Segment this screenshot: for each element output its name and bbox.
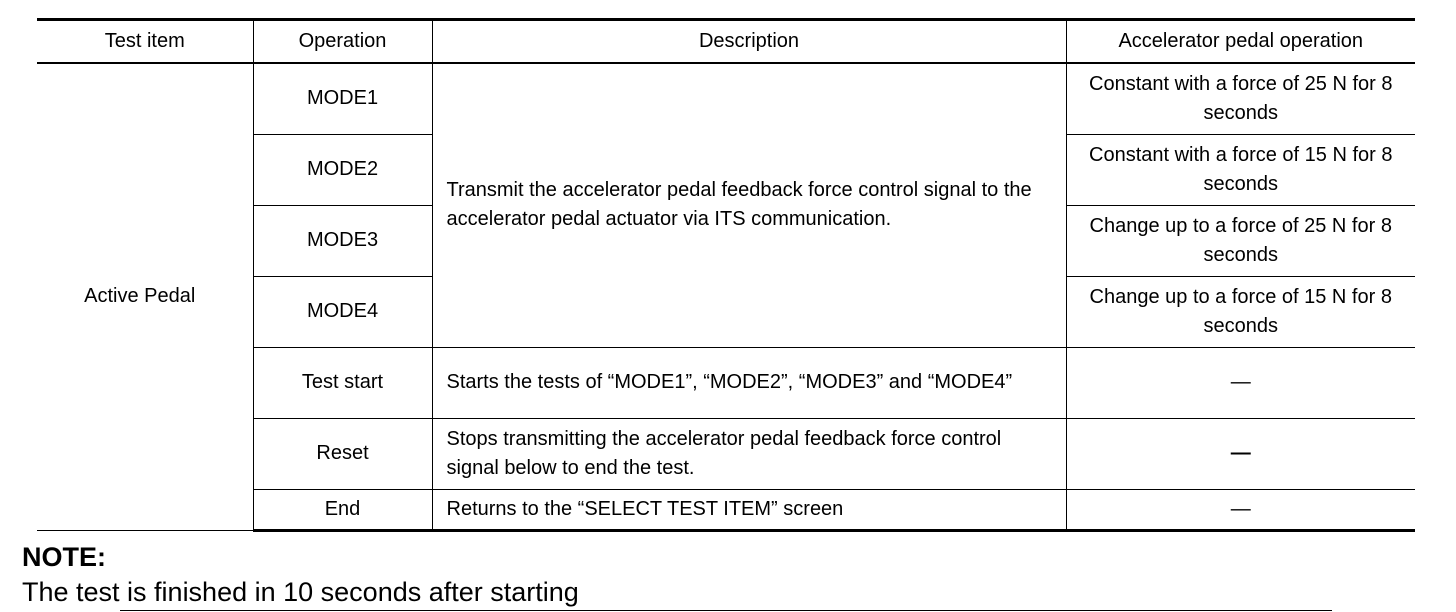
header-operation: Operation (253, 20, 432, 64)
description-cell: Stops transmitting the accelerator pedal feedback force control signal below to end the test. (432, 418, 1066, 489)
operation-cell: MODE1 (253, 63, 432, 134)
test-item-cell: Active Pedal (37, 63, 253, 530)
operation-cell: MODE4 (253, 276, 432, 347)
table-header-row (37, 20, 1415, 64)
pedal-operation-cell: — (1066, 489, 1415, 530)
operation-cell: MODE3 (253, 205, 432, 276)
description-cell: Returns to the “SELECT TEST ITEM” screen (432, 489, 1066, 530)
operation-cell: Test start (253, 347, 432, 418)
operation-cell: End (253, 489, 432, 530)
table-row (37, 63, 1415, 134)
operation-cell: MODE2 (253, 134, 432, 205)
note-title: NOTE: (22, 542, 106, 572)
header-test-item: Test item (37, 20, 253, 64)
description-cell: Starts the tests of “MODE1”, “MODE2”, “MODE3” and “MODE4” (432, 347, 1066, 418)
pedal-operation-cell: — (1066, 347, 1415, 418)
mode-description-cell: Transmit the accelerator pedal feedback force control signal to the accelerator pedal actuator via ITS communication. (432, 63, 1066, 347)
footer-divider (120, 610, 1332, 611)
pedal-operation-cell: Constant with a force of 25 N for 8 seconds (1066, 63, 1415, 134)
pedal-operation-cell: Change up to a force of 25 N for 8 seconds (1066, 205, 1415, 276)
pedal-operation-cell: Constant with a force of 15 N for 8 seconds (1066, 134, 1415, 205)
pedal-operation-cell: — (1066, 418, 1415, 489)
note-text: The test is finished in 10 seconds after starting (22, 577, 579, 607)
header-pedal-operation: Accelerator pedal operation (1066, 20, 1415, 64)
test-item-table (37, 18, 1415, 532)
operation-cell: Reset (253, 418, 432, 489)
pedal-operation-cell: Change up to a force of 15 N for 8 seconds (1066, 276, 1415, 347)
header-description: Description (432, 20, 1066, 64)
